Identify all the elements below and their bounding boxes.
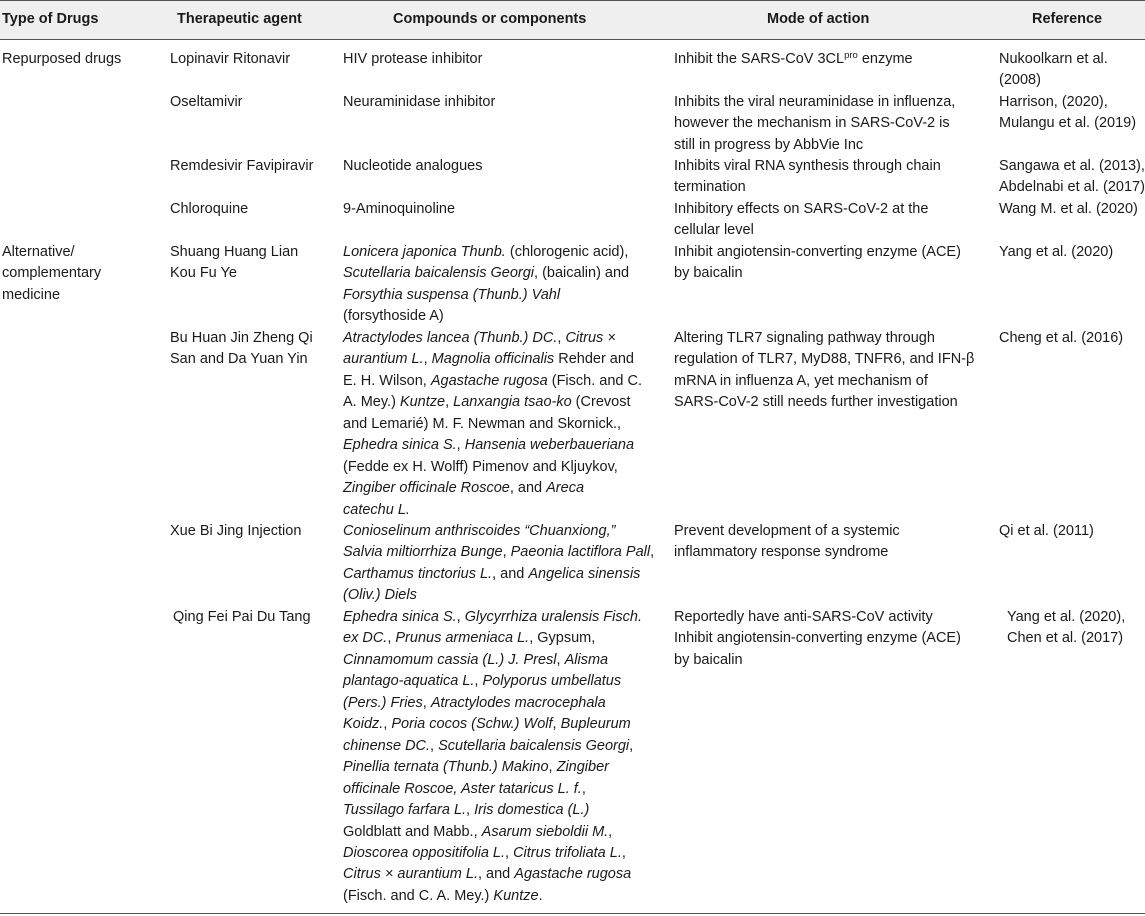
cell-line: Atractylodes lancea (Thunb.) DC., Citrus × [343, 330, 616, 346]
cell-compounds [343, 242, 629, 328]
cell-line: however the mechanism in SARS-CoV-2 is [674, 115, 950, 132]
cell-line: Qi et al. (2011) [999, 523, 1094, 539]
cell-line: Inhibitory effects on SARS-CoV-2 at the [674, 201, 929, 217]
cell-line: A. Mey.) Kuntze, Lanxangia tsao-ko (Crevost [343, 394, 631, 411]
cell-line: Ephedra sinica S., Glycyrrhiza uralensis Fisch. [343, 609, 642, 625]
cell-line: and Lemarié) M. F. Newman and Skornick., [343, 415, 622, 432]
cell-mode [674, 92, 955, 156]
cell-compounds [343, 328, 642, 521]
cell-line: Koidz., Poria cocos (Schw.) Wolf, Bupleurum [343, 716, 631, 733]
table-top-rule [0, 0, 1145, 1]
cell-line: Sangawa et al. (2013), [999, 158, 1145, 174]
cell-line: Mulangu et al. (2019) [999, 115, 1137, 132]
cell-line: Lonicera japonica Thunb. (chlorogenic acid), [343, 244, 629, 260]
cell-line: regulation of TLR7, MyD88, TNFR6, and IFN-β [674, 351, 975, 368]
cell-compounds [343, 92, 495, 113]
header-reference: Reference [1032, 11, 1103, 27]
cell-mode [674, 242, 961, 285]
cell-line: Reportedly have anti-SARS-CoV activity [674, 609, 933, 625]
cell-line: plantago-aquatica L., Polyporus umbellatus [343, 673, 622, 690]
cell-line: termination [674, 179, 746, 196]
cell-line: Salvia miltiorrhiza Bunge, Paeonia lactiflora Pall, [343, 544, 655, 561]
cell-line: Inhibit angiotensin-converting enzyme (ACE) [674, 244, 961, 260]
header-compounds: Compounds or components [393, 11, 587, 27]
cell-line: Ephedra sinica S., Hansenia weberbaueriana [343, 437, 635, 454]
cell-line: Lopinavir Ritonavir [170, 51, 291, 67]
cell-line: Nucleotide analogues [343, 158, 483, 174]
cell-line: officinale Roscoe, Aster tataricus L. f., [343, 780, 586, 797]
cell-reference [999, 328, 1123, 349]
cell-line: cellular level [674, 222, 754, 239]
cell-line: Forsythia suspensa (Thunb.) Vahl [343, 286, 561, 303]
header-mode-of-action: Mode of action [767, 11, 870, 27]
cell-line: Abdelnabi et al. (2017) [999, 179, 1145, 196]
cell-agent [170, 199, 248, 220]
cell-line: catechu L. [343, 501, 410, 518]
cell-line: by baicalin [674, 651, 743, 668]
cell-line: HIV protease inhibitor [343, 51, 483, 67]
cell-mode [674, 199, 928, 242]
cell-line: Repurposed drugs [2, 51, 122, 67]
cell-line: aurantium L., Magnolia officinalis Rehder and [343, 351, 634, 368]
cell-mode [674, 521, 900, 564]
cell-line: Citrus × aurantium L., and Agastache rugosa [343, 866, 632, 883]
cell-compounds [343, 521, 654, 607]
cell-mode [674, 607, 961, 671]
cell-compounds [343, 199, 455, 220]
cell-line: (Oliv.) Diels [343, 587, 417, 604]
cell-line: Oseltamivir [170, 94, 243, 110]
cell-type [2, 242, 101, 306]
cell-line: Scutellaria baicalensis Georgi, (baicalin) and [343, 265, 630, 282]
cell-reference [999, 199, 1138, 220]
cell-line: (Pers.) Fries, Atractylodes macrocephala [343, 694, 606, 711]
cell-line: Neuraminidase inhibitor [343, 94, 496, 110]
cell-line: Goldblatt and Mabb., Asarum sieboldii M., [343, 823, 613, 840]
cell-line: Yang et al. (2020) [999, 244, 1114, 260]
cell-line: Cinnamomum cassia (L.) J. Presl, Alisma [343, 651, 609, 668]
cell-line: Kou Fu Ye [170, 265, 237, 282]
cell-reference [999, 242, 1113, 263]
cell-line: Chen et al. (2017) [1007, 630, 1124, 647]
cell-line: Alternative/ [2, 244, 75, 260]
cell-line: (forsythoside A) [343, 308, 444, 325]
cell-mode [674, 328, 974, 414]
cell-line: Carthamus tinctorius L., and Angelica sinensis [343, 565, 641, 582]
cell-mode [674, 156, 941, 199]
cell-agent [170, 521, 301, 542]
cell-line: Inhibits viral RNA synthesis through chain [674, 158, 941, 174]
cell-line: Shuang Huang Lian [170, 244, 299, 260]
cell-line: E. H. Wilson, Agastache rugosa (Fisch. and C. [343, 372, 642, 389]
cell-line: Conioselinum anthriscoides “Chuanxiong,” [343, 523, 616, 539]
cell-line: Yang et al. (2020), [1007, 609, 1126, 625]
cell-line: Zingiber officinale Roscoe, and Areca [343, 480, 585, 497]
cell-agent [170, 242, 298, 285]
header-therapeutic-agent: Therapeutic agent [177, 11, 302, 27]
cell-compounds [343, 49, 482, 70]
cell-line: ex DC., Prunus armeniaca L., Gypsum, [343, 630, 596, 647]
cell-agent [170, 49, 290, 70]
cell-line: Tussilago farfara L., Iris domestica (L.) [343, 802, 590, 819]
cell-line: mRNA in influenza A, yet mechanism of [674, 372, 928, 389]
cell-reference [999, 49, 1108, 92]
cell-line: SARS-CoV-2 still needs further investigation [674, 394, 958, 411]
cell-agent [170, 156, 313, 177]
cell-compounds [343, 156, 482, 177]
table-bottom-rule [0, 913, 1145, 914]
cell-line: (Fisch. and C. A. Mey.) Kuntze. [343, 887, 543, 904]
cell-line: inflammatory response syndrome [674, 544, 889, 561]
cell-line: Nukoolkarn et al. [999, 51, 1108, 67]
cell-reference [999, 156, 1145, 199]
cell-line: Pinellia ternata (Thunb.) Makino, Zingiber [343, 759, 609, 776]
cell-line: 9-Aminoquinoline [343, 201, 456, 217]
cell-reference [999, 521, 1094, 542]
cell-line: Cheng et al. (2016) [999, 330, 1124, 346]
cell-line: Prevent development of a systemic [674, 523, 900, 539]
cell-line: Harrison, (2020), [999, 94, 1108, 110]
cell-reference [999, 92, 1136, 135]
cell-line: complementary [2, 265, 102, 282]
cell-line: Inhibit angiotensin-converting enzyme (ACE) [674, 630, 961, 647]
cell-agent [173, 607, 311, 628]
cell-agent [170, 92, 243, 113]
cell-line: San and Da Yuan Yin [170, 351, 308, 368]
cell-line: Inhibit the SARS-CoV $3CL^{pro}$ enzyme [674, 50, 913, 67]
cell-type [2, 49, 121, 70]
cell-line: Xue Bi Jing Injection [170, 523, 302, 539]
cell-reference [1007, 607, 1125, 650]
cell-line: (Fedde ex H. Wolff) Pimenov and Kljuykov, [343, 458, 618, 475]
cell-compounds [343, 607, 642, 907]
cell-line: (2008) [999, 72, 1041, 89]
cell-line: Chloroquine [170, 201, 249, 217]
cell-mode [674, 49, 913, 70]
cell-line: Bu Huan Jin Zheng Qi [170, 330, 313, 346]
cell-line: Qing Fei Pai Du Tang [173, 609, 311, 625]
cell-line: still in progress by AbbVie Inc [674, 136, 864, 153]
cell-line: chinense DC., Scutellaria baicalensis Georgi, [343, 737, 634, 754]
cell-line: Altering TLR7 signaling pathway through [674, 330, 935, 346]
cell-line: Dioscorea oppositifolia L., Citrus trifoliata L., [343, 844, 626, 861]
cell-line: by baicalin [674, 265, 743, 282]
cell-agent [170, 328, 313, 371]
table-header-rule [0, 39, 1145, 40]
cell-line: Inhibits the viral neuraminidase in influenza, [674, 94, 956, 110]
cell-line: Remdesivir Favipiravir [170, 158, 314, 174]
header-type-of-drugs: Type of Drugs [2, 11, 99, 27]
cell-line: Wang M. et al. (2020) [999, 201, 1138, 217]
cell-line: medicine [2, 286, 61, 303]
